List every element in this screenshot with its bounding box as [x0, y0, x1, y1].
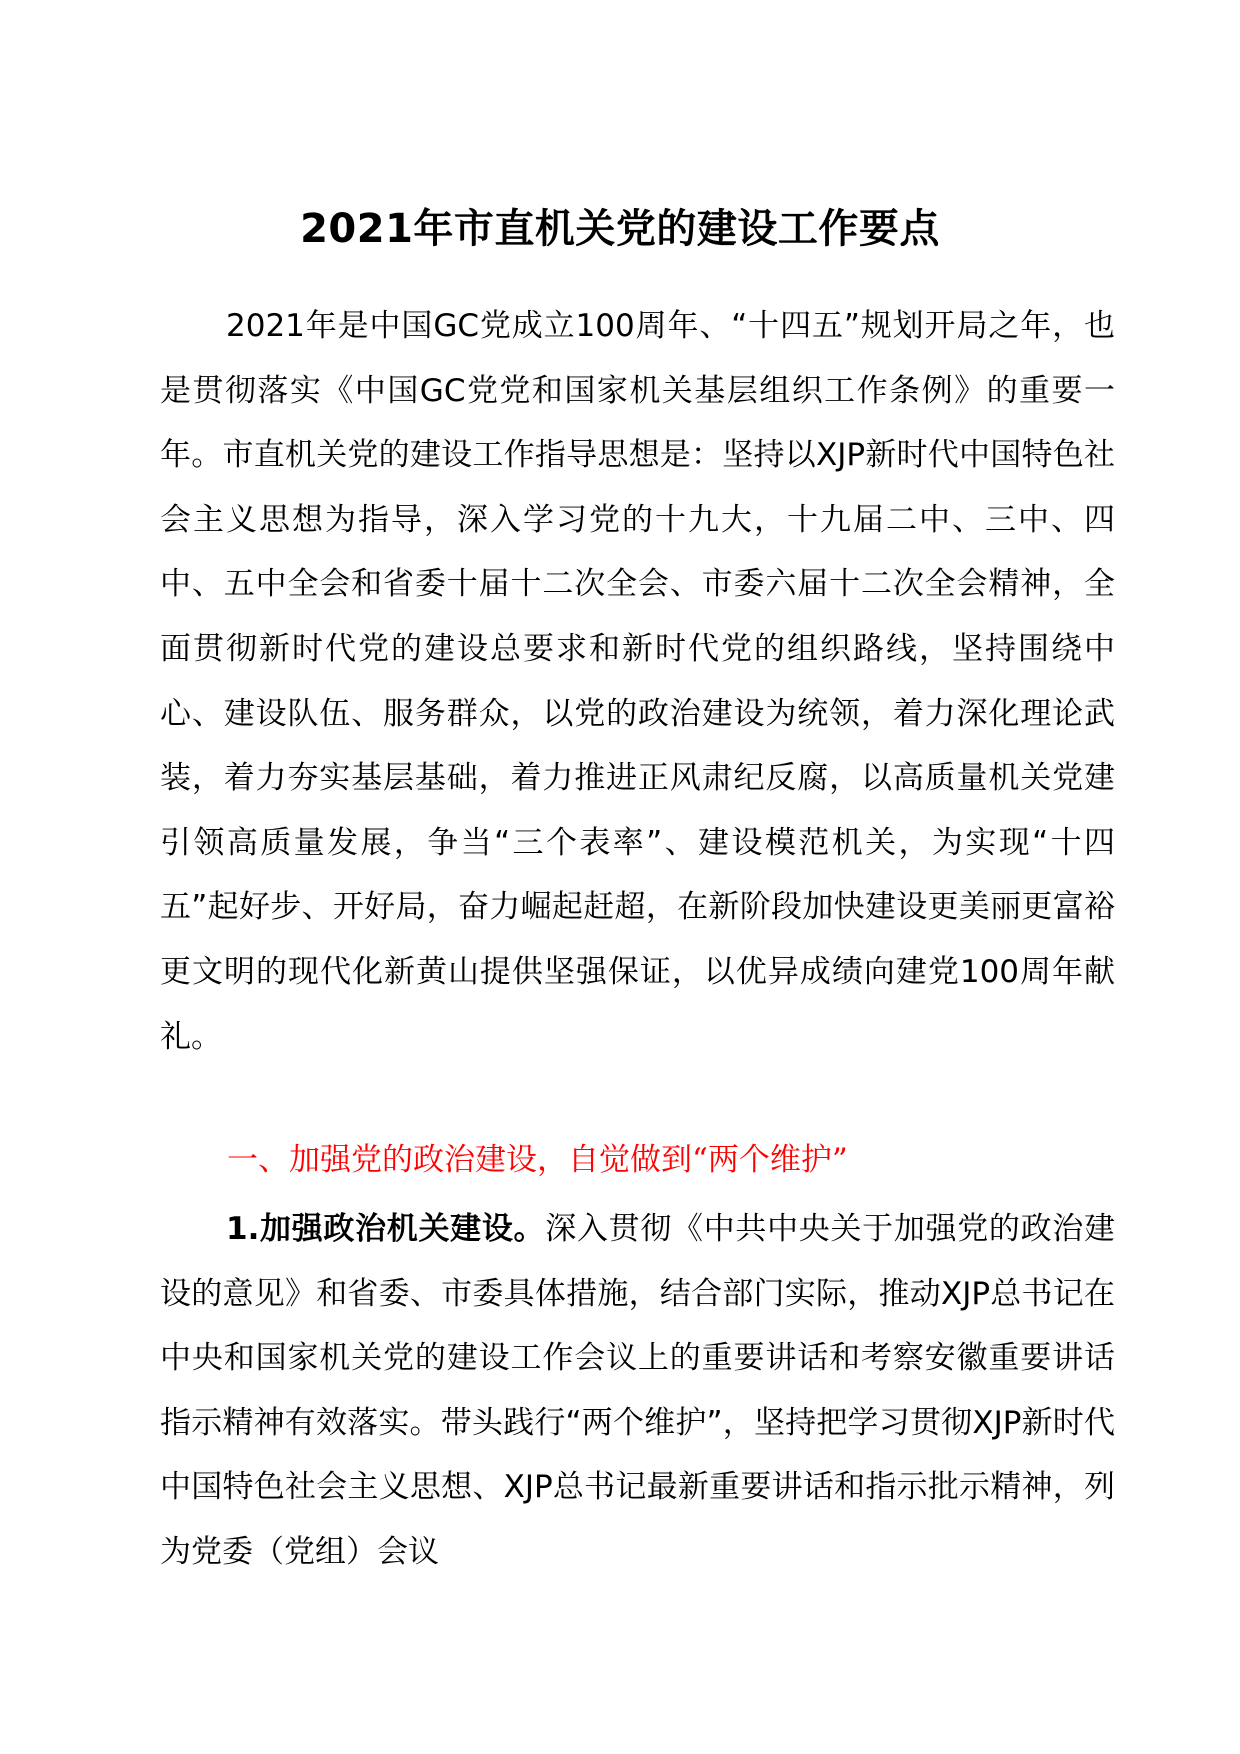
document-title: 2021年市直机关党的建设工作要点	[300, 206, 940, 252]
item-1-paragraph	[160, 1197, 1115, 1585]
section-heading-1: 一、加强党的政治建设，自觉做到“两个维护”	[227, 1142, 848, 1178]
intro-paragraph: 2021年是中国GC党成立100周年、“十四五”规划开局之年，也是贯彻落实《中国GC党党和国家机关基层组织工作条例》的重要一年。市直机关党的建设工作指导思想是：坚持以XJP新时代中国特色社会主义思想为指导，深入学习党的十九大，十九届二中、三中、四中、五中全会和省委十届十二次全会、市委六届十二次全会精神，全面贯彻新时代党的建设总要求和新时代党的组织路线，坚持围绕中心、建设队伍、服务群众，以党的政治建设为统领，着力深化理论武装，着力夯实基层基础，着力推进正风肃纪反腐，以高质量机关党建引领高质量发展，争当“三个表率”、建设模范机关，为实现“十四五”起好步、开好局，奋力崛起赶超，在新阶段加快建设更美丽更富裕更文明的现代化新黄山提供坚强保证，以优异成绩向建党100周年献礼。	[160, 308, 1115, 1055]
item-1-text: 深入贯彻《中共中央关于加强党的政治建设的意见》和省委、市委具体措施，结合部门实际，推动XJP总书记在中央和国家机关党的建设工作会议上的重要讲话和考察安徽重要讲话指示精神有效落实。带头践行“两个维护”，坚持把学习贯彻XJP新时代中国特色社会主义思想、XJP总书记最新重要讲话和指示批示精神，列为党委（党组）会议	[160, 1211, 1115, 1570]
item-1-title: 1.加强政治机关建设。	[226, 1211, 546, 1247]
